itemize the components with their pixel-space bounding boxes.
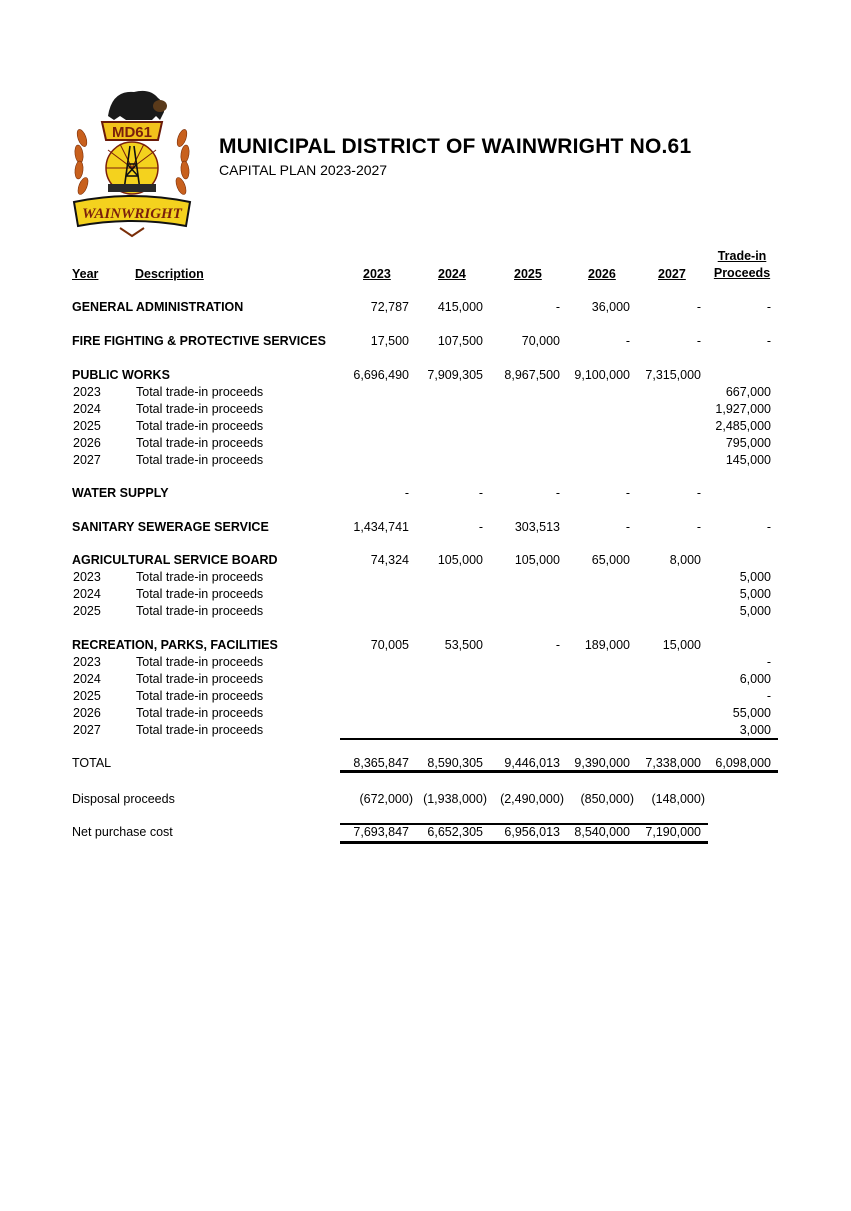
detail-tradein: 145,000	[725, 452, 771, 467]
section-value: -	[625, 334, 630, 348]
section-value: -	[555, 300, 560, 314]
section-value: 65,000	[591, 553, 630, 567]
detail-tradein: 795,000	[725, 435, 771, 450]
section-value: 72,787	[370, 300, 409, 314]
net-2023: 7,693,847	[353, 825, 409, 839]
detail-tradein: -	[766, 654, 771, 669]
detail-year: 2023	[73, 654, 101, 669]
section-value: 8,967,500	[504, 368, 560, 382]
detail-year: 2026	[73, 705, 101, 720]
section-tradein: -	[766, 520, 771, 534]
detail-description: Total trade-in proceeds	[136, 654, 264, 669]
section-tradein: -	[766, 300, 771, 314]
section-value: -	[625, 520, 630, 534]
disposal-label: Disposal proceeds	[72, 792, 175, 806]
section-value: -	[478, 486, 483, 500]
detail-description: Total trade-in proceeds	[136, 705, 264, 720]
section-value: 17,500	[370, 334, 409, 348]
section-value: 1,434,741	[353, 520, 409, 534]
section-value: 303,513	[514, 520, 560, 534]
section-name: RECREATION, PARKS, FACILITIES	[72, 638, 278, 652]
detail-tradein: 3,000	[739, 722, 771, 737]
svg-text:MD61: MD61	[111, 124, 153, 141]
detail-tradein: 667,000	[725, 384, 771, 399]
section-value: 15,000	[662, 638, 701, 652]
detail-tradein: 5,000	[739, 569, 771, 584]
section-value: 74,324	[370, 553, 409, 567]
page-subtitle: CAPITAL PLAN 2023-2027	[219, 162, 388, 178]
net-2024: 6,652,305	[427, 825, 483, 839]
section-value: 36,000	[591, 300, 630, 314]
detail-tradein: 1,927,000	[715, 401, 771, 416]
detail-description: Total trade-in proceeds	[136, 722, 264, 737]
detail-description: Total trade-in proceeds	[136, 435, 264, 450]
total-2024: 8,590,305	[427, 756, 483, 770]
total-label: TOTAL	[72, 756, 112, 770]
md61-logo	[68, 86, 196, 238]
page-title: MUNICIPAL DISTRICT OF WAINWRIGHT NO.61	[219, 135, 692, 158]
detail-description: Total trade-in proceeds	[136, 586, 264, 601]
col-header-2023: 2023	[363, 267, 391, 281]
detail-year: 2024	[73, 586, 101, 601]
col-header-2025: 2025	[514, 267, 542, 281]
net-label: Net purchase cost	[72, 825, 173, 839]
disposal-2025: (2,490,000)	[500, 792, 564, 806]
detail-year: 2026	[73, 435, 101, 450]
disposal-2027: (148,000)	[651, 792, 705, 806]
detail-description: Total trade-in proceeds	[136, 452, 264, 467]
section-name: AGRICULTURAL SERVICE BOARD	[72, 553, 278, 567]
section-value: 105,000	[514, 553, 560, 567]
section-tradein: -	[766, 334, 771, 348]
section-value: -	[696, 334, 701, 348]
total-bottom-rule	[340, 770, 778, 773]
svg-text:WAINWRIGHT: WAINWRIGHT	[82, 206, 182, 222]
disposal-2024: (1,938,000)	[423, 792, 487, 806]
col-header-tradein-line2: Proceeds	[713, 266, 771, 280]
total-2023: 8,365,847	[353, 756, 409, 770]
detail-description: Total trade-in proceeds	[136, 671, 264, 686]
detail-year: 2025	[73, 688, 101, 703]
detail-year: 2027	[73, 722, 101, 737]
detail-description: Total trade-in proceeds	[136, 569, 264, 584]
detail-tradein: 2,485,000	[715, 418, 771, 433]
detail-tradein: 5,000	[739, 586, 771, 601]
detail-year: 2025	[73, 418, 101, 433]
detail-year: 2025	[73, 603, 101, 618]
detail-tradein: -	[766, 688, 771, 703]
section-value: 105,000	[437, 553, 483, 567]
col-header-year: Year	[72, 267, 99, 281]
section-value: 7,315,000	[645, 368, 701, 382]
section-name: WATER SUPPLY	[72, 486, 169, 500]
total-top-rule	[340, 738, 778, 740]
section-value: -	[696, 300, 701, 314]
section-value: 107,500	[437, 334, 483, 348]
col-header-2027: 2027	[658, 267, 686, 281]
section-value: 70,005	[370, 638, 409, 652]
total-2027: 7,338,000	[645, 756, 701, 770]
detail-year: 2024	[73, 401, 101, 416]
section-name: SANITARY SEWERAGE SERVICE	[72, 520, 269, 534]
detail-tradein: 55,000	[732, 705, 771, 720]
section-value: 6,696,490	[353, 368, 409, 382]
section-name: FIRE FIGHTING & PROTECTIVE SERVICES	[72, 334, 326, 348]
net-2025: 6,956,013	[504, 825, 560, 839]
disposal-2026: (850,000)	[580, 792, 634, 806]
section-value: 7,909,305	[427, 368, 483, 382]
section-name: PUBLIC WORKS	[72, 368, 170, 382]
detail-year: 2024	[73, 671, 101, 686]
disposal-2023: (672,000)	[359, 792, 413, 806]
col-header-2026: 2026	[588, 267, 616, 281]
section-value: -	[404, 486, 409, 500]
detail-tradein: 5,000	[739, 603, 771, 618]
section-value: 189,000	[584, 638, 630, 652]
detail-year: 2027	[73, 452, 101, 467]
detail-description: Total trade-in proceeds	[136, 688, 264, 703]
total-2026: 9,390,000	[574, 756, 630, 770]
total-2025: 9,446,013	[504, 756, 560, 770]
detail-tradein: 6,000	[739, 671, 771, 686]
col-header-tradein-line1: Trade-in	[717, 249, 767, 263]
net-bottom-rule	[340, 841, 708, 844]
net-2027: 7,190,000	[645, 825, 701, 839]
net-2026: 8,540,000	[574, 825, 630, 839]
detail-year: 2023	[73, 569, 101, 584]
detail-description: Total trade-in proceeds	[136, 384, 264, 399]
section-value: -	[555, 638, 560, 652]
section-value: 70,000	[521, 334, 560, 348]
section-value: 8,000	[669, 553, 701, 567]
detail-year: 2023	[73, 384, 101, 399]
section-name: GENERAL ADMINISTRATION	[72, 300, 244, 314]
detail-description: Total trade-in proceeds	[136, 418, 264, 433]
detail-description: Total trade-in proceeds	[136, 401, 264, 416]
section-value: 9,100,000	[574, 368, 630, 382]
section-value: -	[625, 486, 630, 500]
detail-description: Total trade-in proceeds	[136, 603, 264, 618]
section-value: -	[555, 486, 560, 500]
col-header-description: Description	[135, 267, 204, 281]
total-tradein: 6,098,000	[715, 756, 771, 770]
section-value: -	[478, 520, 483, 534]
section-value: -	[696, 486, 701, 500]
section-value: -	[696, 520, 701, 534]
section-value: 53,500	[444, 638, 483, 652]
section-value: 415,000	[437, 300, 483, 314]
col-header-2024: 2024	[438, 267, 466, 281]
